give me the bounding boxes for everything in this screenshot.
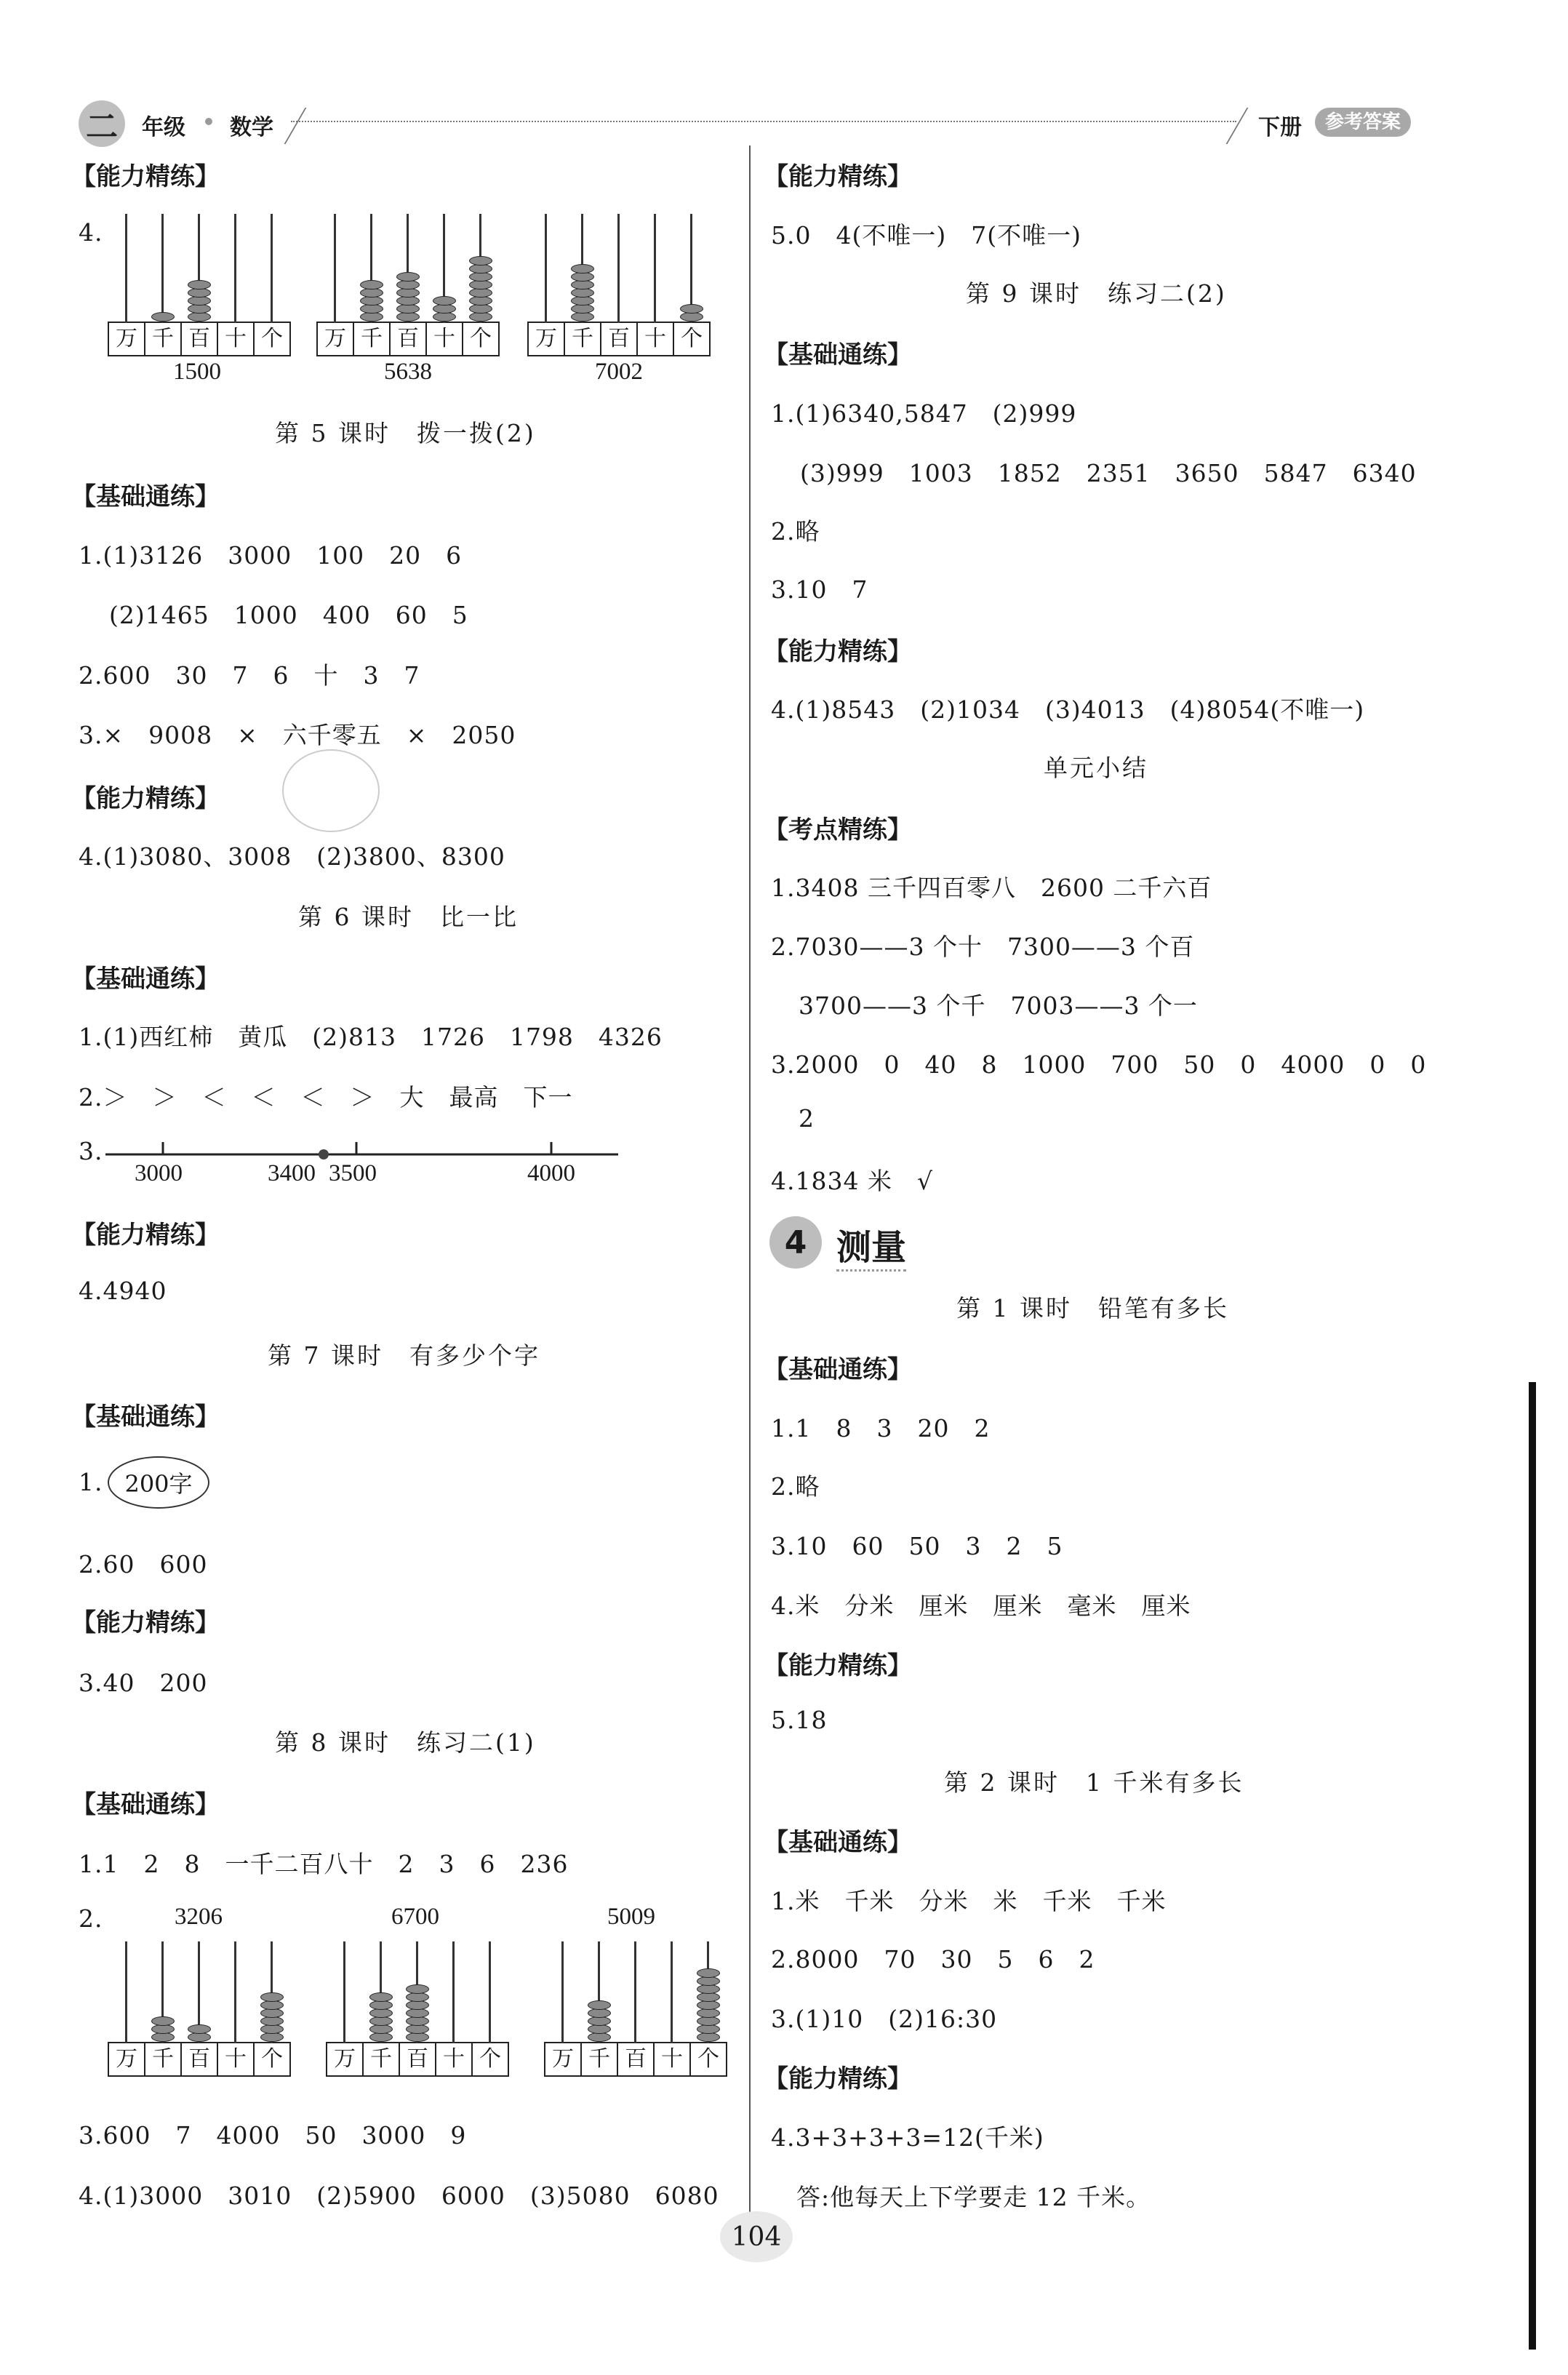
section-heading: 【能力精练】: [71, 784, 220, 813]
abacus-6-value: 5009: [607, 1904, 655, 1930]
abacus-place-label: 万: [109, 2043, 145, 2075]
abacus-rod: [634, 1941, 636, 2043]
abacus-place-label: 个: [697, 2046, 719, 2072]
answer-line: 3.40 200: [79, 1669, 208, 1697]
abacus-rod: [234, 214, 236, 323]
abacus-bead: [369, 1992, 393, 2002]
chapter-lesson-1-title: 第 1 课时 铅笔有多长: [956, 1294, 1229, 1322]
answer-line: 1.(1)西红柿 黄瓜 (2)813 1726 1798 4326: [79, 1023, 663, 1051]
section-heading: 【能力精练】: [71, 1221, 220, 1250]
answer-line: 1.1 8 3 20 2: [771, 1414, 991, 1442]
abacus-bead: [360, 280, 383, 290]
abacus-5-value: 6700: [391, 1904, 439, 1930]
abacus-place-label: 十: [427, 323, 463, 355]
abacus-6: [544, 1939, 726, 2077]
question-number: 2.: [79, 1904, 103, 1933]
page-edge-shadow: [1529, 1382, 1536, 2350]
abacus-rod: [161, 214, 164, 323]
abacus-rod: [334, 214, 336, 323]
answer-line: 2.8000 70 30 5 6 2: [771, 1945, 1095, 1973]
answer-line: 3.2000 0 40 8 1000 700 50 0 4000 0 0: [771, 1050, 1427, 1079]
answer-line: 2: [799, 1104, 815, 1133]
abacus-place-label: 十: [638, 323, 674, 355]
abacus-place-label: 万: [318, 323, 354, 355]
abacus-place-label: 个: [261, 326, 283, 351]
answer-line: 2.600 30 7 6 十 3 7: [79, 661, 420, 690]
abacus-4-value: 3206: [175, 1904, 223, 1930]
abacus-bead: [151, 312, 175, 322]
abacus-4: [108, 1939, 289, 2077]
abacus-place-label: 十: [218, 323, 255, 355]
abacus-rod: [343, 1941, 345, 2043]
section-heading: 【基础通练】: [71, 1790, 220, 1819]
section-heading: 【能力精练】: [764, 2064, 912, 2093]
grade-badge: 二: [79, 100, 125, 147]
question-number: 3.: [79, 1137, 103, 1165]
abacus-place-label: 万: [109, 323, 145, 355]
answer-line: 2.60 600: [79, 1550, 208, 1578]
question-number: 4.: [79, 218, 103, 247]
section-heading: 【基础通练】: [764, 1355, 912, 1384]
abacus-place-labels: [108, 322, 291, 356]
answer-line: 5.0 4(不唯一) 7(不唯一): [771, 221, 1081, 250]
abacus-1-value: 1500: [173, 359, 221, 385]
abacus-rod: [561, 1941, 564, 2043]
section-heading: 【能力精练】: [71, 162, 220, 191]
abacus-place-label: 千: [565, 323, 601, 355]
abacus-bead: [151, 2016, 175, 2026]
abacus-rod: [125, 214, 127, 323]
abacus-rod: [234, 1941, 236, 2043]
abacus-bead: [680, 304, 703, 314]
abacus-2-value: 5638: [384, 359, 432, 385]
chapter-number: 4: [769, 1216, 822, 1269]
answer-line: (3)999 1003 1852 2351 3650 5847 6340: [800, 459, 1417, 487]
abacus-rod: [489, 1941, 491, 2043]
number-line: [0, 0, 1, 1]
circled-answer: 200字: [108, 1456, 209, 1509]
answer-key-badge: 参考答案: [1315, 108, 1411, 137]
abacus-place-label: 万: [529, 323, 565, 355]
abacus-place-label: 百: [182, 323, 218, 355]
abacus-rod: [617, 214, 620, 323]
lesson-9-title: 第 9 课时 练习二(2): [966, 279, 1227, 308]
abacus-place-label: 十: [218, 2043, 255, 2075]
abacus-place-label: 百: [391, 323, 427, 355]
abacus-bead: [588, 2000, 611, 2010]
lesson-7-title: 第 7 课时 有多少个字: [268, 1341, 540, 1370]
answer-line: 5.18: [771, 1706, 828, 1734]
abacus-bead: [433, 296, 456, 306]
abacus-rod: [271, 214, 273, 323]
header-rule: [291, 121, 1236, 122]
abacus-rod: [671, 1941, 673, 2043]
section-heading: 【能力精练】: [71, 1608, 220, 1637]
chapter-title: 测量: [836, 1219, 906, 1272]
answer-line: 4.米 分米 厘米 厘米 毫米 厘米: [771, 1592, 1191, 1620]
answer-line: 3.(1)10 (2)16:30: [771, 2005, 998, 2033]
abacus-place-labels: [326, 2042, 509, 2077]
abacus-place-label: 百: [182, 2043, 218, 2075]
abacus-rod: [654, 214, 656, 323]
abacus-5: [326, 1939, 508, 2077]
answer-line: 3.10 60 50 3 2 5: [771, 1532, 1063, 1560]
abacus-place-label: 个: [681, 326, 703, 351]
abacus-bead: [188, 2024, 211, 2034]
abacus-bead: [469, 256, 492, 266]
grade-label: 年级: [142, 115, 185, 140]
abacus-3-value: 7002: [595, 359, 643, 385]
abacus-place-label: 百: [400, 2043, 436, 2075]
answer-line: 4.1834 米 √: [771, 1167, 933, 1195]
numberline-tick-label: 4000: [527, 1160, 575, 1186]
section-heading: 【基础通练】: [764, 340, 912, 370]
abacus-place-label: 万: [545, 2043, 582, 2075]
header-dot: [205, 118, 212, 125]
abacus-place-label: 百: [601, 323, 638, 355]
answer-line: 4.(1)3080、3008 (2)3800、8300: [79, 842, 505, 871]
answer-line: 3700——3 个千 7003——3 个一: [799, 991, 1198, 1020]
abacus-rod: [452, 1941, 455, 2043]
answer-line: 3.600 7 4000 50 3000 9: [79, 2121, 467, 2150]
section-heading: 【能力精练】: [764, 637, 912, 666]
abacus-place-label: 千: [354, 323, 391, 355]
section-heading: 【能力精练】: [764, 1651, 912, 1680]
answer-line: (2)1465 1000 400 60 5: [109, 601, 468, 629]
subject-label: 数学: [230, 115, 273, 140]
abacus-bead: [396, 272, 420, 282]
abacus-place-label: 千: [364, 2043, 400, 2075]
answer-line: 1.1 2 8 一千二百八十 2 3 6 236: [79, 1850, 569, 1878]
abacus-bead: [260, 1992, 284, 2002]
section-heading: 【能力精练】: [764, 162, 912, 191]
lesson-8-title: 第 8 课时 练习二(1): [275, 1728, 536, 1757]
section-heading: 【基础通练】: [71, 482, 220, 511]
numberline-tick-label: 3400: [268, 1160, 316, 1186]
numberline-tick-label: 3000: [135, 1160, 183, 1186]
answer-line: 2.＞ ＞ ＜ ＜ ＜ ＞ 大 最高 下一: [79, 1083, 573, 1111]
section-heading: 【基础通练】: [71, 965, 220, 994]
abacus-place-labels: [108, 2042, 291, 2077]
abacus-3: [527, 211, 709, 356]
answer-line: 4.4940: [79, 1277, 167, 1305]
abacus-place-labels: [544, 2042, 727, 2077]
section-heading: 【考点精练】: [764, 815, 912, 845]
abacus-rod: [545, 214, 547, 323]
abacus-rod: [125, 1941, 127, 2043]
abacus-place-labels: [527, 322, 711, 356]
abacus-place-label: 千: [145, 323, 182, 355]
abacus-bead: [406, 1984, 429, 1994]
abacus-place-label: 个: [261, 2046, 283, 2072]
lesson-5-title: 第 5 课时 拨一拨(2): [275, 419, 536, 447]
abacus-2: [316, 211, 498, 356]
answer-line: 1.3408 三千四百零八 2600 二千六百: [771, 874, 1212, 902]
answer-line: 答:他每天上下学要走 12 千米。: [796, 2183, 1151, 2211]
header-slash: [284, 108, 336, 144]
abacus-bead: [188, 280, 211, 290]
answer-line: 4.(1)8543 (2)1034 (3)4013 (4)8054(不唯一): [771, 695, 1365, 724]
answer-line: 4.(1)3000 3010 (2)5900 6000 (3)5080 6080: [79, 2182, 719, 2210]
abacus-1: [108, 211, 289, 356]
lesson-6-title: 第 6 课时 比一比: [298, 903, 519, 931]
numberline-tick-label: 3500: [329, 1160, 377, 1186]
page-number: 104: [720, 2211, 793, 2262]
volume-label: 下册: [1258, 115, 1302, 140]
answer-line: 2.7030——3 个十 7300——3 个百: [771, 933, 1195, 961]
chapter-lesson-2-title: 第 2 课时 1 千米有多长: [944, 1768, 1244, 1797]
abacus-place-label: 千: [145, 2043, 182, 2075]
answer-line: 3.10 7: [771, 575, 868, 604]
answer-line: 1.(1)6340,5847 (2)999: [771, 399, 1077, 428]
unit-summary-title: 单元小结: [1044, 754, 1148, 782]
answer-line: 2.略: [771, 517, 820, 546]
abacus-place-label: 个: [470, 326, 492, 351]
answer-line: 1.(1)3126 3000 100 20 6: [79, 541, 463, 570]
answer-line: 1.米 千米 分米 米 千米 千米: [771, 1887, 1167, 1915]
answer-line: 4.3+3+3+3=12(千米): [771, 2123, 1044, 2152]
abacus-place-label: 十: [436, 2043, 473, 2075]
section-heading: 【基础通练】: [764, 1828, 912, 1857]
abacus-place-label: 千: [582, 2043, 618, 2075]
answer-line: 3.× 9008 × 六千零五 × 2050: [79, 721, 516, 749]
watermark-stamp: [282, 749, 380, 832]
abacus-place-label: 个: [479, 2046, 501, 2072]
section-heading: 【基础通练】: [71, 1402, 220, 1432]
answer-line: 2.略: [771, 1472, 820, 1501]
abacus-place-labels: [316, 322, 500, 356]
abacus-bead: [697, 1968, 720, 1978]
abacus-place-label: 万: [327, 2043, 364, 2075]
abacus-place-label: 十: [655, 2043, 691, 2075]
abacus-place-label: 百: [618, 2043, 655, 2075]
column-divider: [749, 145, 751, 2255]
abacus-bead: [571, 264, 594, 274]
question-number: 1.: [79, 1468, 103, 1496]
